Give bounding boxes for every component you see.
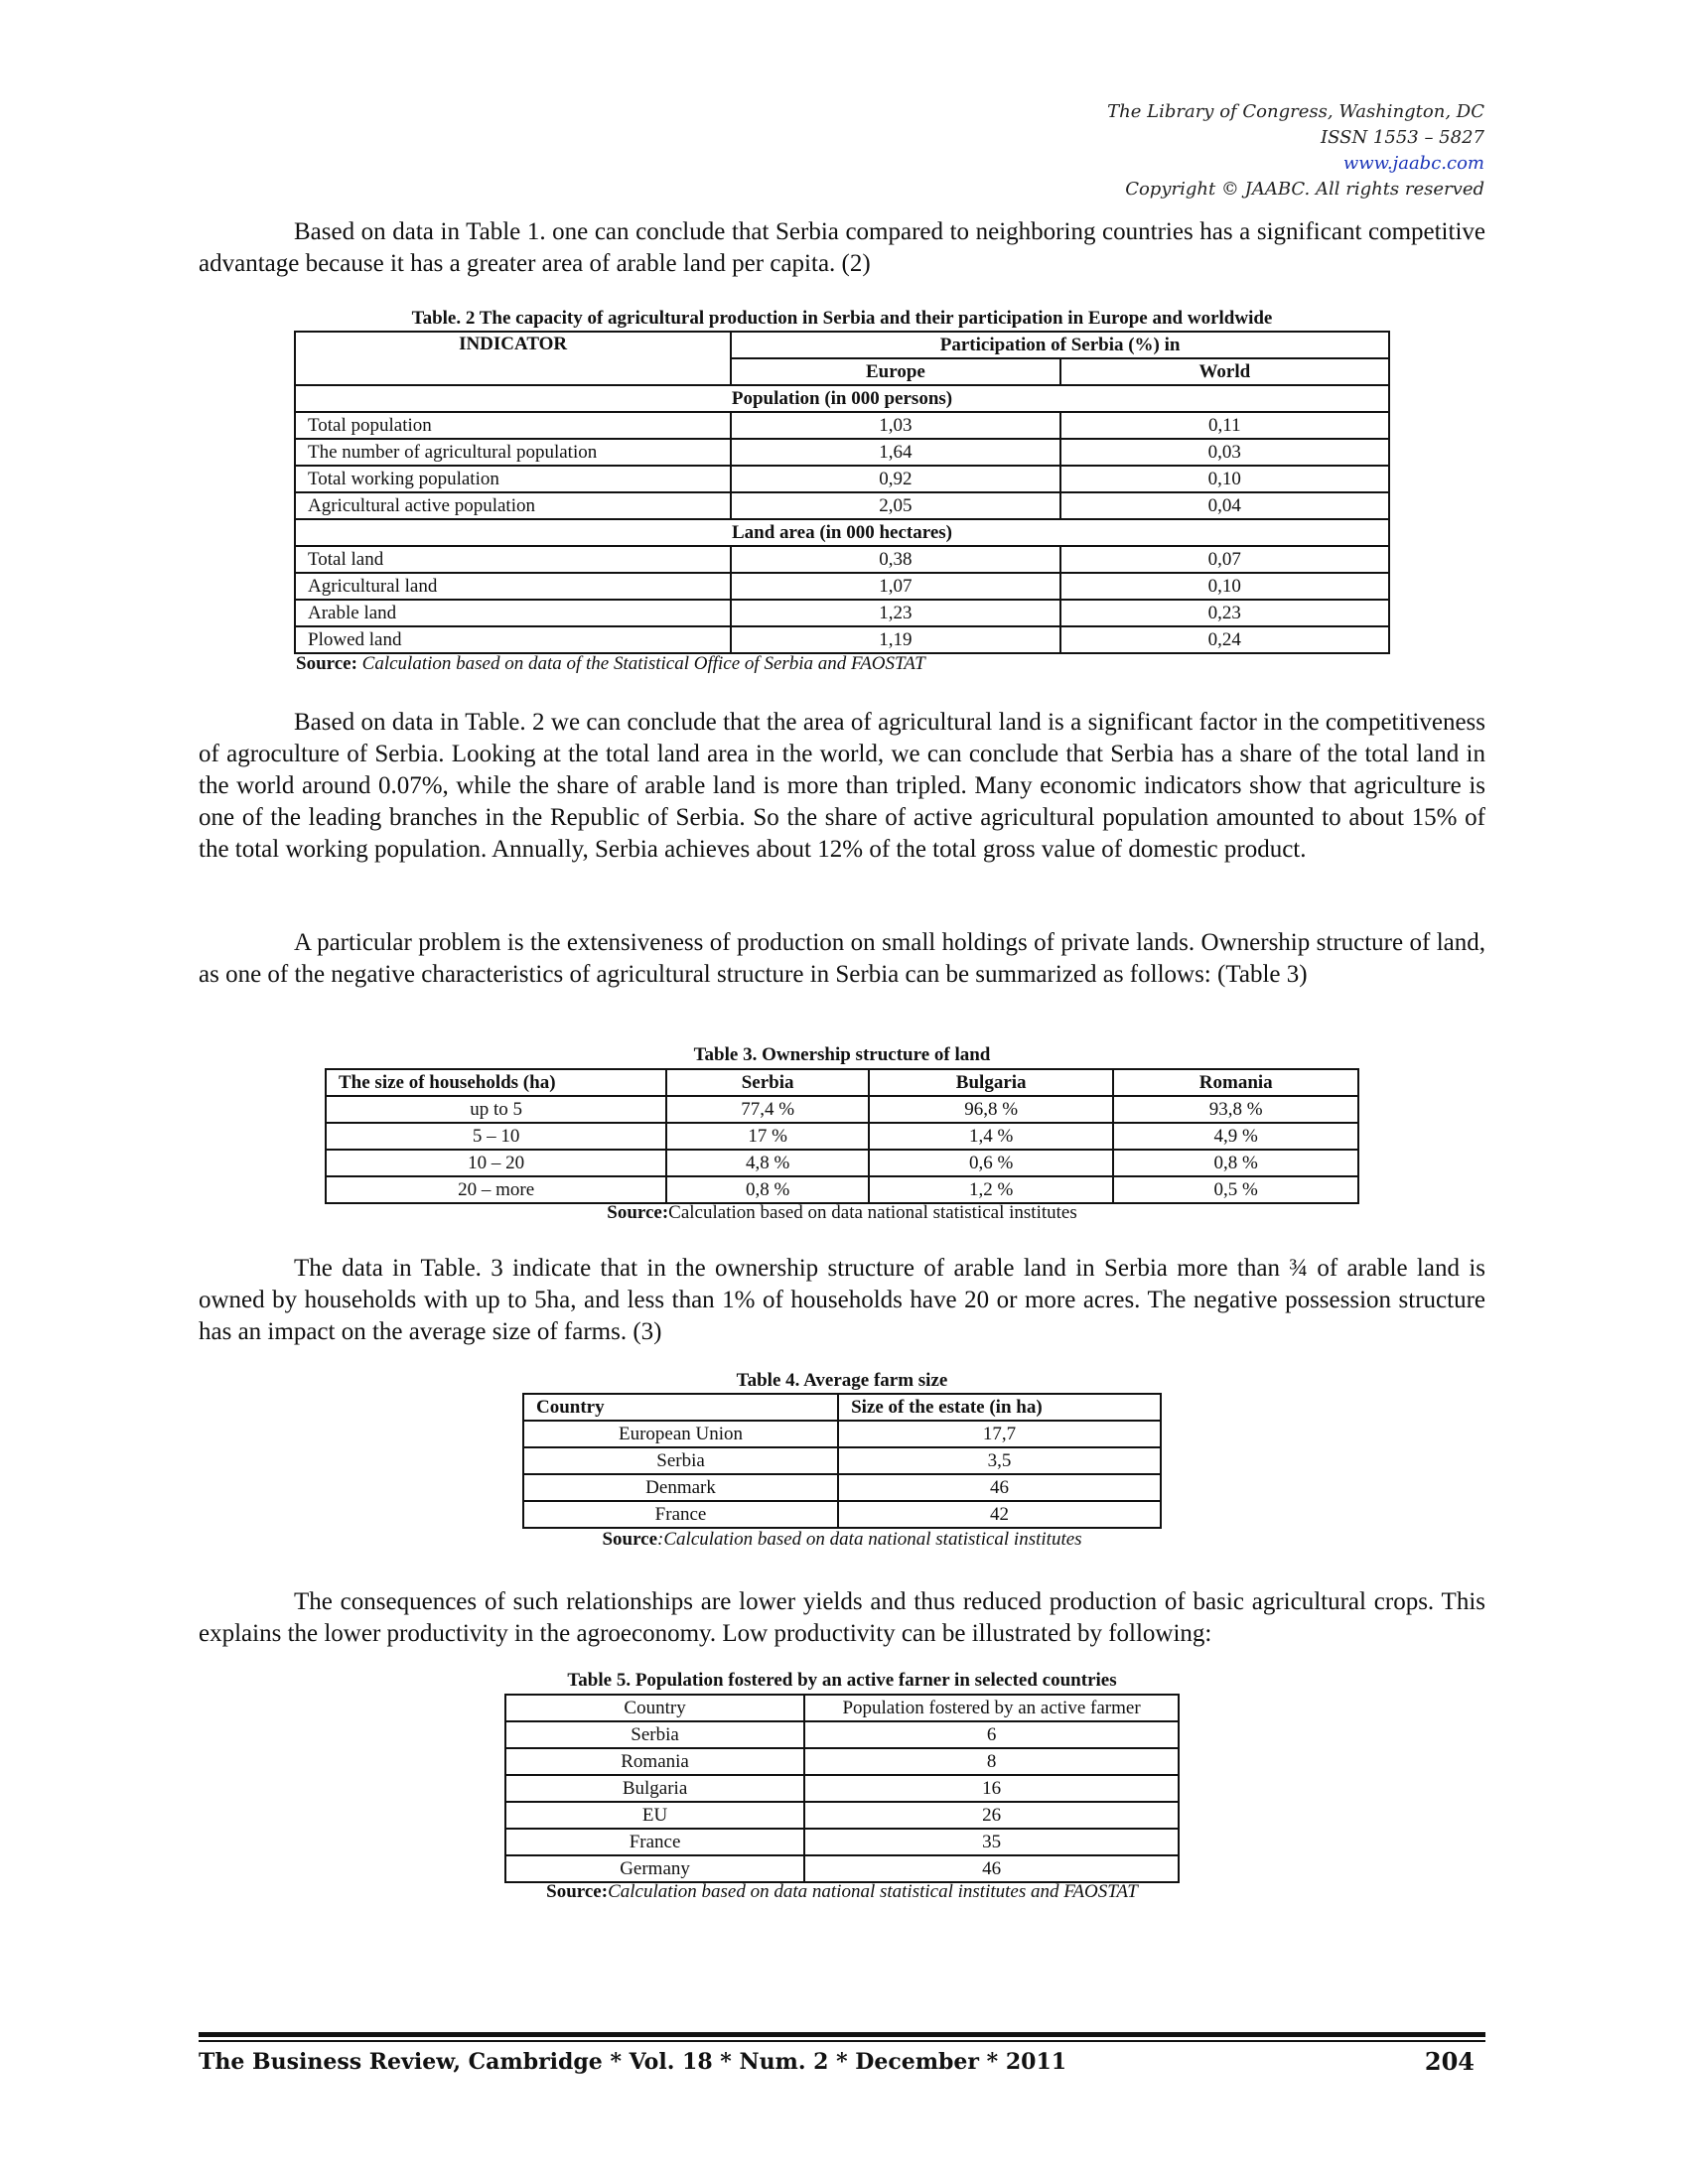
footer-rule-thick (199, 2032, 1485, 2037)
table-cell: 1,4 % (869, 1123, 1114, 1150)
paragraph-1-text: Based on data in Table 1. one can conclude that Serbia compared to neighboring countries has a significant competitive advantage because it has a greater area of arable land per capita. (2) (199, 218, 1485, 277)
header-website-link[interactable]: www.jaabc.com (1342, 153, 1484, 174)
table-cell: Total working population (295, 466, 731, 492)
table-cell: 0,23 (1060, 600, 1389, 626)
table-cell: 0,8 % (666, 1176, 869, 1203)
table2-source-text: Calculation based on data of the Statistical Office of Serbia and FAOSTAT (361, 653, 925, 674)
table-cell: 0,03 (1060, 439, 1389, 466)
table-cell: 6 (804, 1721, 1179, 1748)
table-cell: 0,10 (1060, 466, 1389, 492)
table-cell: 5 – 10 (326, 1123, 666, 1150)
table-cell: 96,8 % (869, 1096, 1114, 1123)
paragraph-3 (199, 927, 1485, 991)
table2 (294, 331, 1390, 654)
table2-world-header: World (1060, 358, 1389, 385)
paragraph-2-text: Based on data in Table. 2 we can conclude that the area of agricultural land is a significant factor in the competitiveness of agroculture of Serbia. Looking at the total land area in the world, we can conclude that Serbia has a share of the total land in the world around 0.07%, while the share of arable land is more than tripled. Many economic indicators show that agriculture is one of the leading branches in the Republic of Serbia. So the share of active agricultural population amounted to about 15% of the total working population. Annually, Serbia achieves about 12% of the total gross value of domestic product. (199, 709, 1485, 863)
table-cell: Arable land (295, 600, 731, 626)
table-cell: Bulgaria (505, 1775, 804, 1802)
table-cell: 0,92 (731, 466, 1059, 492)
table2-section-population: Population (in 000 persons) (295, 385, 1389, 412)
table-cell: 4,8 % (666, 1150, 869, 1176)
table-cell: 0,38 (731, 546, 1059, 573)
table-cell: 0,10 (1060, 573, 1389, 600)
table5-header-country: Country (505, 1695, 804, 1721)
table-row (295, 600, 1389, 626)
table3-source-text: Calculation based on data national statistical institutes (668, 1202, 1077, 1223)
table-cell: European Union (523, 1421, 838, 1447)
table-cell: 77,4 % (666, 1096, 869, 1123)
table-cell: 10 – 20 (326, 1150, 666, 1176)
table3-source-label: Source: (607, 1202, 669, 1223)
table-cell: Serbia (523, 1447, 838, 1474)
table-cell: 26 (804, 1802, 1179, 1829)
table2-source (296, 653, 925, 675)
table3-header-size: The size of households (ha) (326, 1069, 666, 1096)
paragraph-4 (199, 1253, 1485, 1348)
table-cell: Romania (505, 1748, 804, 1775)
table-cell: 17,7 (838, 1421, 1161, 1447)
table2-participation-header: Participation of Serbia (%) in (731, 332, 1389, 358)
table-row (326, 1123, 1358, 1150)
table-row (295, 439, 1389, 466)
table-cell: 1,23 (731, 600, 1059, 626)
table-row (326, 1176, 1358, 1203)
table-row (295, 492, 1389, 519)
paragraph-5 (199, 1586, 1485, 1650)
journal-header (1107, 99, 1484, 203)
table5-source (445, 1881, 1239, 1903)
table-row (505, 1855, 1179, 1882)
table-cell: 46 (838, 1474, 1161, 1501)
paragraph-1 (199, 216, 1485, 280)
table-cell: 0,24 (1060, 626, 1389, 653)
paragraph-5-text: The consequences of such relationships are lower yields and thus reduced production of basic agricultural crops. This explains the lower productivity in the agroeconomy. Low productivity can be illustrated by following: (199, 1588, 1485, 1647)
table-cell: 16 (804, 1775, 1179, 1802)
table-cell: 17 % (666, 1123, 869, 1150)
table-cell: 2,05 (731, 492, 1059, 519)
table4-source-text: :Calculation based on data national statistical institutes (657, 1529, 1082, 1550)
table2-europe-header: Europe (731, 358, 1059, 385)
table5 (504, 1694, 1180, 1883)
table-row (523, 1501, 1161, 1528)
table4-source (483, 1529, 1201, 1551)
table-row (505, 1802, 1179, 1829)
table3-source (325, 1202, 1359, 1224)
table-cell: up to 5 (326, 1096, 666, 1123)
table-cell: Denmark (523, 1474, 838, 1501)
table4-header-country: Country (523, 1394, 838, 1421)
table-row (326, 1096, 1358, 1123)
table-row (505, 1829, 1179, 1855)
table-cell: Total land (295, 546, 731, 573)
table2-source-label: Source: (296, 653, 357, 674)
table5-header-population: Population fostered by an active farmer (804, 1695, 1179, 1721)
table-row (505, 1721, 1179, 1748)
table-cell: Serbia (505, 1721, 804, 1748)
table-cell: Germany (505, 1855, 804, 1882)
table-cell: 0,6 % (869, 1150, 1114, 1176)
table-cell: 3,5 (838, 1447, 1161, 1474)
table-cell: 4,9 % (1113, 1123, 1358, 1150)
table-cell: 0,11 (1060, 412, 1389, 439)
table2-caption: Table. 2 The capacity of agricultural production in Serbia and their participation in Europe and worldwide (411, 308, 1273, 329)
table-cell: Agricultural land (295, 573, 731, 600)
table-cell: 20 – more (326, 1176, 666, 1203)
table-row (295, 412, 1389, 439)
table-cell: France (505, 1829, 804, 1855)
table2-indicator-header: INDICATOR (295, 332, 731, 385)
table3 (325, 1068, 1359, 1204)
header-issn: ISSN 1553 – 5827 (1321, 127, 1484, 148)
table4-source-label: Source (602, 1529, 658, 1550)
table-cell: 1,03 (731, 412, 1059, 439)
paragraph-2 (199, 707, 1485, 866)
table-cell: 1,64 (731, 439, 1059, 466)
table4-header-size: Size of the estate (in ha) (838, 1394, 1161, 1421)
table-cell: Agricultural active population (295, 492, 731, 519)
table-row (295, 546, 1389, 573)
table4-caption: Table 4. Average farm size (736, 1370, 948, 1391)
table2-section-land: Land area (in 000 hectares) (295, 519, 1389, 546)
table-cell: 8 (804, 1748, 1179, 1775)
table-row (326, 1150, 1358, 1176)
table-cell: 1,19 (731, 626, 1059, 653)
table-cell: 1,07 (731, 573, 1059, 600)
table-cell: 0,5 % (1113, 1176, 1358, 1203)
table-cell: France (523, 1501, 838, 1528)
table-cell: 46 (804, 1855, 1179, 1882)
footer-page-number: 204 (1424, 2047, 1475, 2076)
table3-header-bulgaria: Bulgaria (869, 1069, 1114, 1096)
footer-journal-info: The Business Review, Cambridge * Vol. 18 * Num. 2 * December * 2011 (199, 2049, 1067, 2075)
table-row (295, 626, 1389, 653)
table3-header-romania: Romania (1113, 1069, 1358, 1096)
table-cell: 0,04 (1060, 492, 1389, 519)
table-cell: 93,8 % (1113, 1096, 1358, 1123)
table-row (523, 1447, 1161, 1474)
paragraph-3-text: A particular problem is the extensiveness of production on small holdings of private lands. Ownership structure of land, as one of the negative characteristics of agricultural structure in Serbia can be summarized as follows: (Table 3) (199, 929, 1485, 988)
table-row (295, 573, 1389, 600)
table-row (505, 1748, 1179, 1775)
header-library: The Library of Congress, Washington, DC (1107, 101, 1484, 122)
paragraph-4-text: The data in Table. 3 indicate that in the ownership structure of arable land in Serbia more than ¾ of arable land is owned by households with up to 5ha, and less than 1% of households have 20 or more acres. The negative possession structure has an impact on the average size of farms. (3) (199, 1255, 1485, 1345)
table-cell: The number of agricultural population (295, 439, 731, 466)
table-row (523, 1421, 1161, 1447)
table5-source-label: Source: (546, 1881, 609, 1902)
table-row (295, 466, 1389, 492)
table5-caption: Table 5. Population fostered by an active farner in selected countries (567, 1670, 1117, 1691)
table-cell: Plowed land (295, 626, 731, 653)
table-row (505, 1775, 1179, 1802)
table-cell: EU (505, 1802, 804, 1829)
table-cell: 0,07 (1060, 546, 1389, 573)
table3-caption: Table 3. Ownership structure of land (693, 1044, 991, 1065)
header-copyright: Copyright © JAABC. All rights reserved (1125, 179, 1484, 200)
table4 (522, 1393, 1162, 1529)
table-cell: 35 (804, 1829, 1179, 1855)
table-cell: Total population (295, 412, 731, 439)
table-cell: 1,2 % (869, 1176, 1114, 1203)
table-cell: 0,8 % (1113, 1150, 1358, 1176)
footer-rule-thin (199, 2040, 1485, 2042)
table-cell: 42 (838, 1501, 1161, 1528)
table5-source-text: Calculation based on data national statistical institutes and FAOSTAT (608, 1881, 1138, 1902)
table3-header-serbia: Serbia (666, 1069, 869, 1096)
table-row (523, 1474, 1161, 1501)
